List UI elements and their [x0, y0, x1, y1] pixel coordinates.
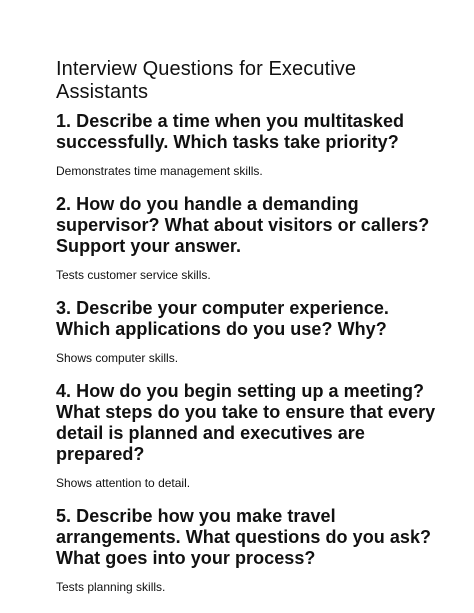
question-text: 3. Describe your computer experience. Which applications do you use? Why? [56, 298, 389, 339]
question-text: 5. Describe how you make travel arrangements. What questions do you ask? What goes into your process? [56, 506, 432, 568]
question-item [56, 194, 436, 282]
question-note: Shows attention to detail. [56, 476, 191, 490]
question-note: Tests planning skills. [56, 580, 166, 594]
question-note: Tests customer service skills. [56, 268, 211, 282]
question-text: 4. How do you begin setting up a meeting? What steps do you take to ensure that every detail is planned and executives are prepared? [56, 381, 436, 464]
question-item [56, 506, 436, 594]
document-title: Interview Questions for Executive Assistants [56, 58, 357, 103]
question-item [56, 381, 436, 490]
question-item [56, 111, 436, 178]
document-content [56, 58, 436, 594]
question-note: Shows computer skills. [56, 351, 179, 365]
question-note: Demonstrates time management skills. [56, 164, 263, 178]
question-text: 1. Describe a time when you multitasked successfully. Which tasks take priority? [56, 111, 405, 152]
question-item [56, 298, 436, 365]
question-text: 2. How do you handle a demanding supervisor? What about visitors or callers? Support your answer. [56, 194, 430, 256]
